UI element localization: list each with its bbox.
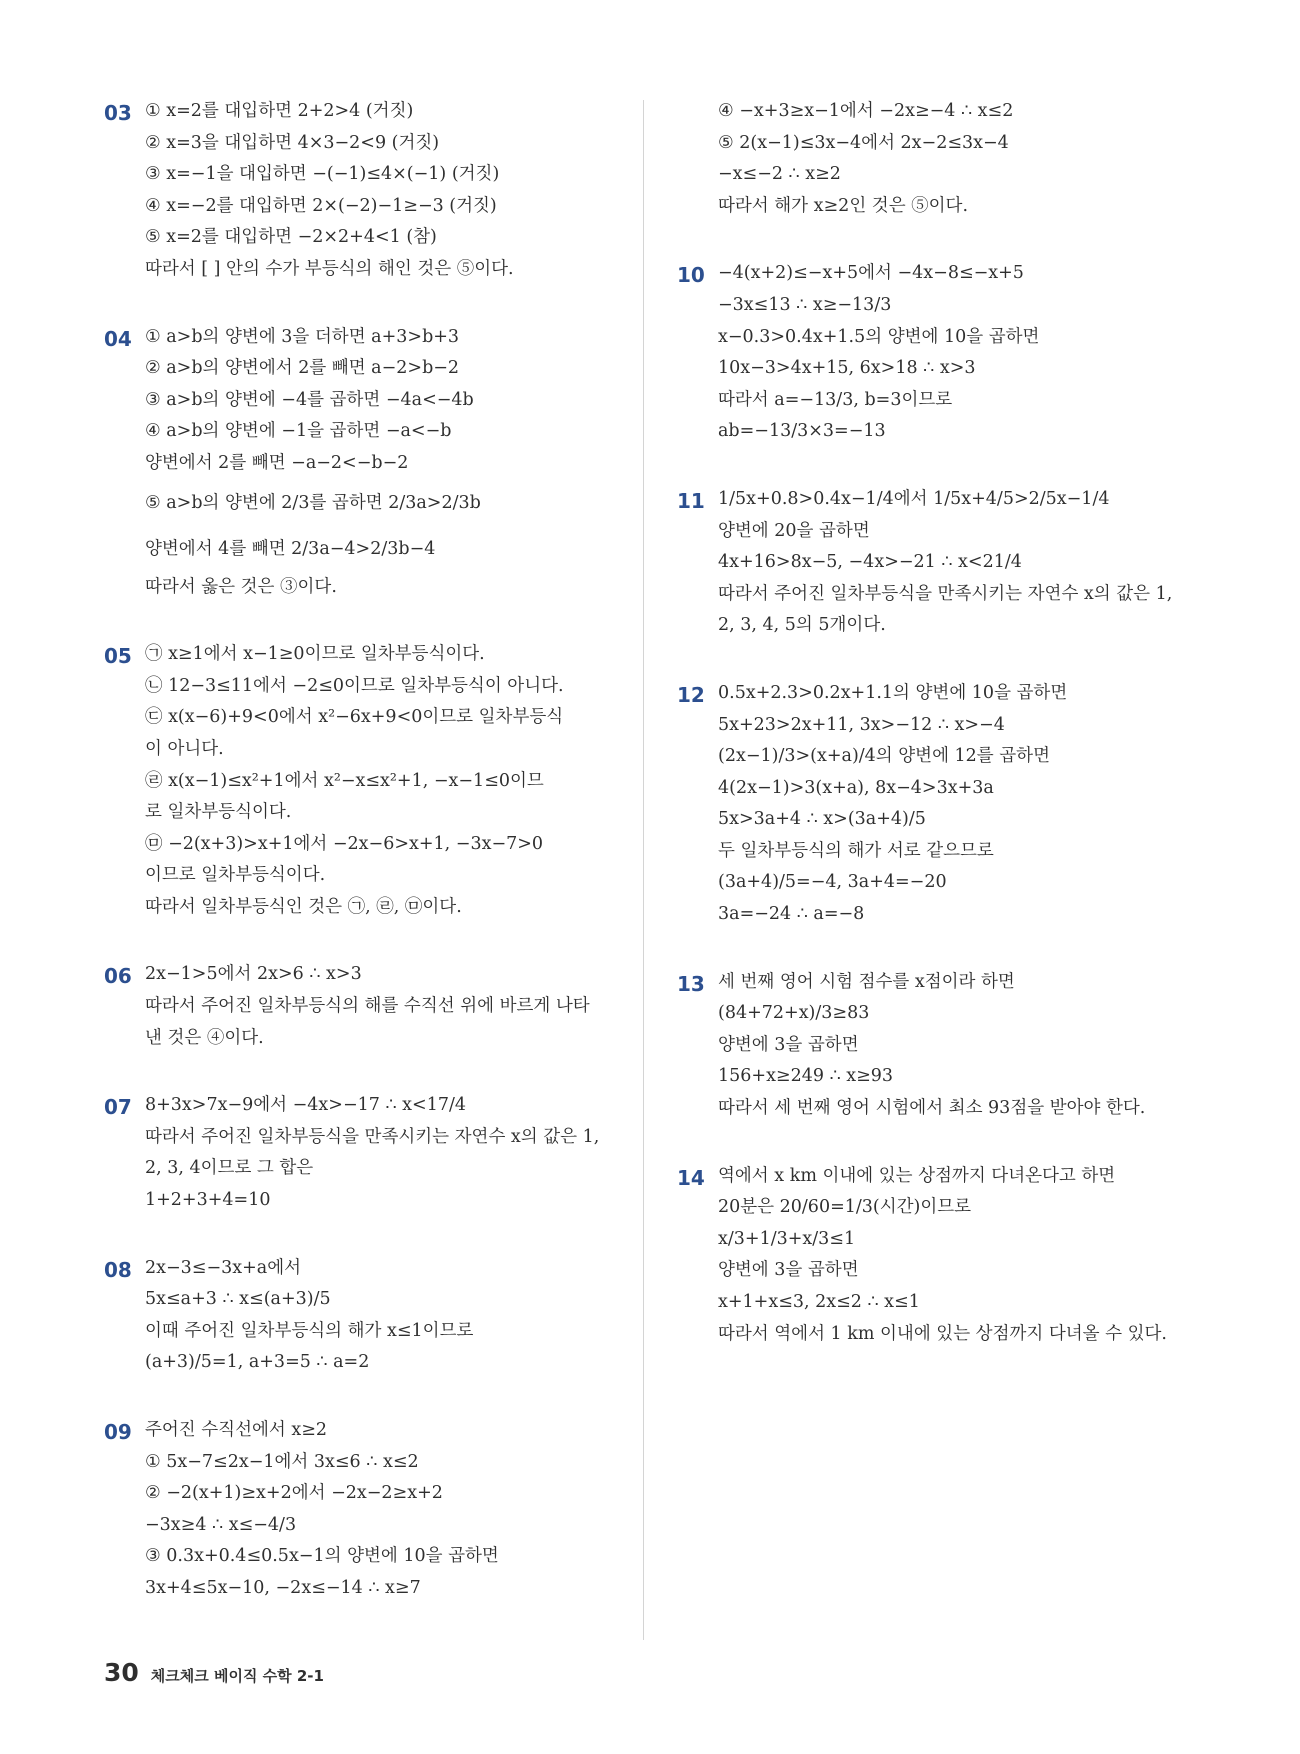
solution-line: ⑤ 2(x−1)≤3x−4에서 2x−2≤3x−4: [718, 132, 1009, 153]
problem-11: [677, 484, 1237, 642]
solution-line: ⑤ x=2를 대입하면 −2×2+4<1 (참): [145, 227, 437, 248]
left-column: [104, 96, 624, 1605]
problem-08: [104, 1253, 624, 1379]
solution-line: 5x>3a+4 ∴ x>(3a+4)/5: [718, 809, 926, 830]
solution-line: 10x−3>4x+15, 6x>18 ∴ x>3: [718, 358, 976, 379]
solution-line: ① 5x−7≤2x−1에서 3x≤6 ∴ x≤2: [145, 1451, 419, 1472]
problem-14: [677, 1161, 1237, 1351]
problem-12: [677, 678, 1237, 931]
problem-09-continued: [677, 96, 1237, 222]
solution-line: −4(x+2)≤−x+5에서 −4x−8≤−x+5: [718, 263, 1024, 284]
solution-line: 따라서 주어진 일차부등식을 만족시키는 자연수 x의 값은 1,: [718, 583, 1173, 604]
solution-line: ② x=3을 대입하면 4×3−2<9 (거짓): [145, 132, 440, 153]
solution-line: 따라서 세 번째 영어 시험에서 최소 93점을 받아야 한다.: [718, 1098, 1146, 1119]
solution-line: (a+3)/5=1, a+3=5 ∴ a=2: [145, 1352, 370, 1373]
solution-line: 낸 것은 ④이다.: [145, 1027, 264, 1048]
solution-line: −x≤−2 ∴ x≥2: [718, 164, 841, 185]
solution-line: 5x+23>2x+11, 3x>−12 ∴ x>−4: [718, 714, 1005, 735]
solution-line: 따라서 옳은 것은 ③이다.: [145, 576, 337, 597]
solution-line: 156+x≥249 ∴ x≥93: [718, 1066, 894, 1087]
solution-line: ① a>b의 양변에 3을 더하면 a+3>b+3: [145, 326, 460, 347]
problem-07: [104, 1090, 624, 1216]
solution-line: 4x+16>8x−5, −4x>−21 ∴ x<21/4: [718, 552, 1022, 573]
solution-line: 세 번째 영어 시험 점수를 x점이라 하면: [718, 971, 1015, 992]
solution-line: 두 일차부등식의 해가 서로 같으므로: [718, 840, 994, 861]
solution-line: (3a+4)/5=−4, 3a+4=−20: [718, 872, 947, 893]
problem-number: 10: [677, 263, 705, 288]
solution-line: 2x−1>5에서 2x>6 ∴ x>3: [145, 964, 362, 985]
problem-05: [104, 639, 624, 923]
problem-number: 14: [677, 1165, 705, 1190]
solution-line: ㉢ x(x−6)+9<0에서 x²−6x+9<0이므로 일차부등식: [145, 707, 564, 728]
solution-line: (84+72+x)/3≥83: [718, 1003, 870, 1024]
solution-line: 1+2+3+4=10: [145, 1190, 271, 1211]
solution-line: 20분은 20/60=1/3(시간)이므로: [718, 1197, 972, 1218]
solution-line: ② a>b의 양변에서 2를 빼면 a−2>b−2: [145, 358, 460, 379]
solution-line: −3x≥4 ∴ x≤−4/3: [145, 1514, 297, 1535]
solution-line: ④ −x+3≥x−1에서 −2x≥−4 ∴ x≤2: [718, 101, 1014, 121]
book-title: 체크체크 베이직 수학 2-1: [150, 1667, 324, 1685]
solution-line: ㉣ x(x−1)≤x²+1에서 x²−x≤x²+1, −x−1≤0이므: [145, 770, 544, 791]
solution-line: 8+3x>7x−9에서 −4x>−17 ∴ x<17/4: [145, 1095, 466, 1116]
problem-10: [677, 258, 1237, 448]
problem-number: 08: [104, 1257, 132, 1282]
problem-06: [104, 959, 624, 1054]
problem-number: 03: [104, 101, 132, 125]
solution-line: 따라서 일차부등식인 것은 ㉠, ㉣, ㉤이다.: [145, 896, 462, 917]
solution-line: 양변에 20을 곱하면: [718, 520, 870, 541]
solution-line: ③ a>b의 양변에 −4를 곱하면 −4a<−4b: [145, 389, 474, 410]
problem-number: 12: [677, 682, 705, 707]
solution-line: ④ x=−2를 대입하면 2×(−2)−1≥−3 (거짓): [145, 195, 497, 216]
solution-line: 양변에서 2를 빼면 −a−2<−b−2: [145, 452, 409, 473]
right-column: [677, 96, 1237, 1350]
solution-line: 양변에 3을 곱하면: [718, 1260, 859, 1281]
solution-line: ① x=2를 대입하면 2+2>4 (거짓): [145, 101, 414, 121]
solution-line: 3a=−24 ∴ a=−8: [718, 904, 865, 925]
solution-line: 따라서 a=−13/3, b=3이므로: [718, 389, 953, 410]
solution-line: 2, 3, 4, 5의 5개이다.: [718, 615, 886, 636]
solution-line: 0.5x+2.3>0.2x+1.1의 양변에 10을 곱하면: [718, 682, 1068, 703]
solution-line: 이 아니다.: [145, 738, 224, 759]
solution-line: 5x≤a+3 ∴ x≤(a+3)/5: [145, 1289, 331, 1310]
solution-line: 따라서 [ ] 안의 수가 부등식의 해인 것은 ⑤이다.: [145, 258, 514, 279]
solution-line: 2, 3, 4이므로 그 합은: [145, 1158, 314, 1179]
solution-line: 2x−3≤−3x+a에서: [145, 1257, 302, 1278]
solution-line: −3x≤13 ∴ x≥−13/3: [718, 294, 892, 315]
solution-line: ㉡ 12−3≤11에서 −2≤0이므로 일차부등식이 아니다.: [145, 675, 564, 696]
problem-number: 04: [104, 326, 132, 351]
solution-line: ab=−13/3×3=−13: [718, 421, 886, 442]
solution-line: 역에서 x km 이내에 있는 상점까지 다녀온다고 하면: [718, 1165, 1116, 1186]
solution-line: x+1+x≤3, 2x≤2 ∴ x≤1: [718, 1292, 920, 1312]
solution-line: 양변에서 4를 빼면 2/3a−4>2/3b−4: [145, 538, 436, 559]
problem-number: 11: [677, 488, 705, 513]
solution-line: ② −2(x+1)≥x+2에서 −2x−2≥x+2: [145, 1483, 443, 1504]
solution-line: ㉠ x≥1에서 x−1≥0이므로 일차부등식이다.: [145, 644, 485, 665]
problem-number: 07: [104, 1095, 132, 1120]
solution-line: x−0.3>0.4x+1.5의 양변에 10을 곱하면: [718, 326, 1040, 347]
solution-line: ㉤ −2(x+3)>x+1에서 −2x−6>x+1, −3x−7>0: [145, 833, 544, 854]
problem-03: [104, 96, 624, 286]
problem-04: [104, 322, 624, 604]
solution-line: ③ x=−1을 대입하면 −(−1)≤4×(−1) (거짓): [145, 164, 500, 185]
solution-line: 따라서 역에서 1 km 이내에 있는 상점까지 다녀올 수 있다.: [718, 1323, 1167, 1344]
solution-line: 주어진 수직선에서 x≥2: [145, 1420, 328, 1440]
solution-line: 이때 주어진 일차부등식의 해가 x≤1이므로: [145, 1320, 474, 1341]
problem-09: [104, 1415, 624, 1605]
solution-line: 따라서 해가 x≥2인 것은 ⑤이다.: [718, 195, 969, 216]
problem-number: 05: [104, 644, 132, 669]
column-divider: [643, 100, 644, 1640]
solution-line: x/3+1/3+x/3≤1: [718, 1228, 856, 1249]
problem-number: 09: [104, 1420, 132, 1444]
solution-line: 따라서 주어진 일차부등식을 만족시키는 자연수 x의 값은 1,: [145, 1126, 600, 1147]
solution-line: 1/5x+0.8>0.4x−1/4에서 1/5x+4/5>2/5x−1/4: [718, 488, 1110, 509]
solution-line: 로 일차부등식이다.: [145, 802, 292, 823]
problem-number: 13: [677, 971, 705, 996]
solution-line: 4(2x−1)>3(x+a), 8x−4>3x+3a: [718, 777, 994, 798]
solution-line: ⑤ a>b의 양변에 2/3를 곱하면 2/3a>2/3b: [145, 492, 481, 513]
solution-line: (2x−1)/3>(x+a)/4의 양변에 12를 곱하면: [718, 746, 1050, 767]
solution-line: 이므로 일차부등식이다.: [145, 865, 326, 886]
solution-line: ③ 0.3x+0.4≤0.5x−1의 양변에 10을 곱하면: [145, 1546, 499, 1567]
page-number: 30: [104, 1658, 139, 1687]
solution-line: ④ a>b의 양변에 −1을 곱하면 −a<−b: [145, 421, 452, 442]
page-footer: [104, 1658, 324, 1687]
solution-line: 따라서 주어진 일차부등식의 해를 수직선 위에 바르게 나타: [145, 996, 590, 1017]
solution-line: 3x+4≤5x−10, −2x≤−14 ∴ x≥7: [145, 1577, 421, 1598]
solution-line: 양변에 3을 곱하면: [718, 1034, 859, 1055]
problem-13: [677, 967, 1237, 1125]
problem-number: 06: [104, 964, 132, 989]
